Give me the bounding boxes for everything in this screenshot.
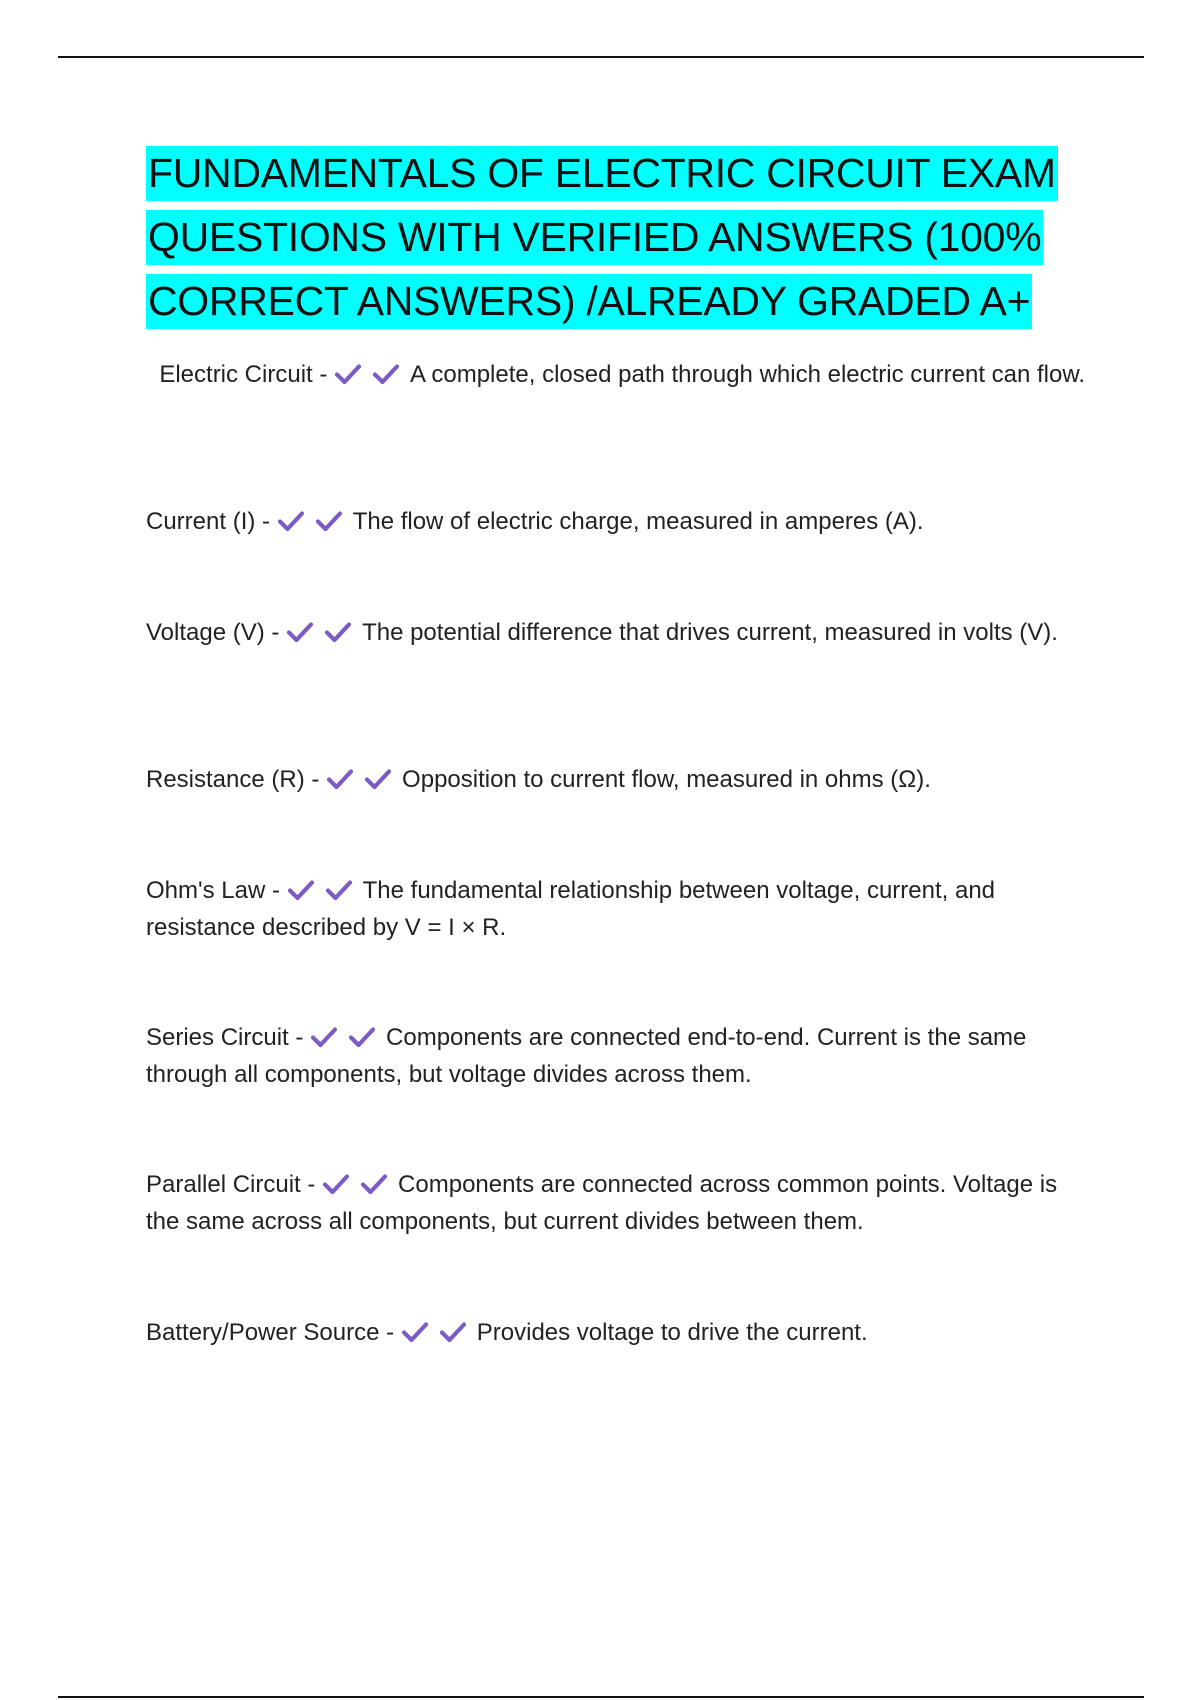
qa-entry-voltage bbox=[146, 614, 1096, 651]
entry-definition: The flow of electric charge, measured in amperes (A). bbox=[352, 508, 924, 535]
checkmark-icon bbox=[401, 1320, 429, 1344]
entry-term: Voltage (V) - bbox=[146, 619, 287, 646]
entry-term: Current (I) - bbox=[146, 508, 277, 535]
checkmark-icon bbox=[348, 1025, 376, 1049]
qa-entry-parallel-circuit bbox=[146, 1166, 1096, 1240]
checkmark-icon bbox=[286, 620, 314, 644]
checkmark-icon bbox=[360, 1172, 388, 1196]
qa-entry-electric-circuit bbox=[146, 356, 1096, 393]
checkmark-icon bbox=[326, 767, 354, 791]
entry-term: Parallel Circuit - bbox=[146, 1171, 323, 1198]
checkmark-icon bbox=[364, 767, 392, 791]
checkmark-icon bbox=[372, 362, 400, 386]
checkmark-icon bbox=[322, 1172, 350, 1196]
entry-definition: Provides voltage to drive the current. bbox=[476, 1319, 868, 1346]
checkmark-icon bbox=[325, 878, 353, 902]
entry-definition: Opposition to current flow, measured in ohms (Ω). bbox=[402, 766, 931, 793]
checkmark-icon bbox=[315, 509, 343, 533]
qa-entry-battery-power-source bbox=[146, 1314, 1096, 1351]
entry-term: Resistance (R) - bbox=[146, 766, 327, 793]
checkmark-icon bbox=[310, 1025, 338, 1049]
entry-term: Series Circuit - bbox=[146, 1024, 311, 1051]
entry-definition: Components are connected end-to-end. Current is the same through all components, but voltage divides across them. bbox=[146, 1024, 1027, 1088]
document-title bbox=[146, 146, 1076, 338]
checkmark-icon bbox=[324, 620, 352, 644]
checkmark-icon bbox=[277, 509, 305, 533]
entry-definition: A complete, closed path through which electric current can flow. bbox=[410, 361, 1086, 388]
title-line-2: QUESTIONS WITH VERIFIED ANSWERS (100% bbox=[146, 210, 1043, 265]
header-rule bbox=[58, 56, 1144, 58]
entry-definition: The potential difference that drives current, measured in volts (V). bbox=[362, 619, 1058, 646]
qa-entry-series-circuit bbox=[146, 1019, 1096, 1093]
qa-entry-ohms-law bbox=[146, 872, 1096, 946]
checkmark-icon bbox=[287, 878, 315, 902]
qa-entry-resistance bbox=[146, 761, 1096, 798]
entry-term: Battery/Power Source - bbox=[146, 1319, 401, 1346]
title-line-1: FUNDAMENTALS OF ELECTRIC CIRCUIT EXAM bbox=[146, 146, 1058, 201]
checkmark-icon bbox=[439, 1320, 467, 1344]
qa-entry-current bbox=[146, 503, 1096, 540]
checkmark-icon bbox=[334, 362, 362, 386]
entry-term: Electric Circuit - bbox=[146, 361, 335, 388]
entry-definition: The fundamental relationship between voltage, current, and resistance described by V = I × R. bbox=[146, 877, 996, 941]
footer-rule bbox=[58, 1696, 1144, 1698]
title-line-3: CORRECT ANSWERS) /ALREADY GRADED A+ bbox=[146, 274, 1032, 329]
entry-term: Ohm's Law - bbox=[146, 877, 287, 904]
entry-definition: Components are connected across common points. Voltage is the same across all components, but current divides between them. bbox=[146, 1171, 1058, 1235]
